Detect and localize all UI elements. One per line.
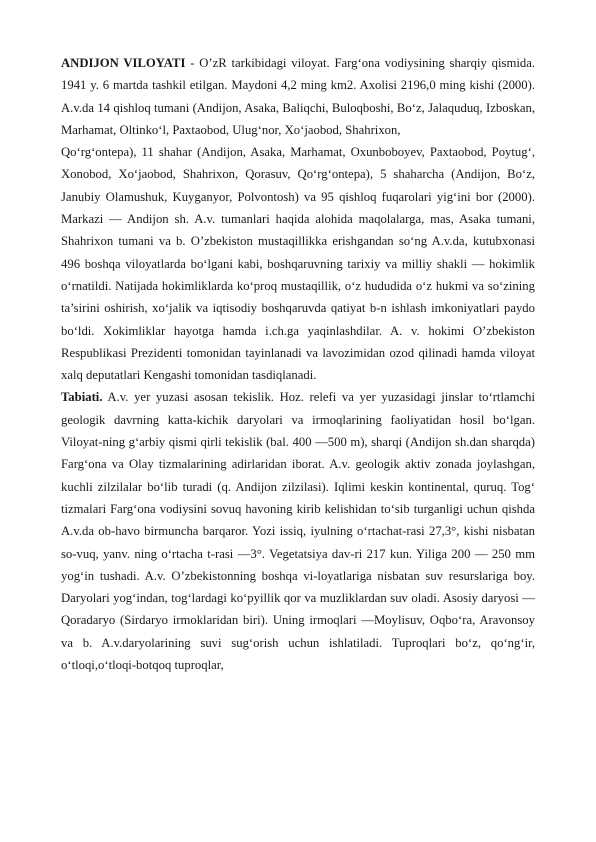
paragraph-heading: Tabiati. — [61, 390, 103, 405]
paragraph-tabiati — [61, 386, 535, 676]
paragraph-heading: ANDIJON VILOYATI — [61, 56, 186, 70]
paragraph-andijon-viloyati — [61, 52, 535, 141]
paragraph-administrative — [61, 141, 535, 386]
paragraph-text: A.v. yer yuzasi asosan tekislik. Hoz. relefi va yer yuzasidagi jinslar to‘rtlamchi geologik davrning katta-kichik daryolari va irmoqlarining faoliyatidan hosil bo‘lgan. Viloyat-ning g‘arbiy qismi qirli tekislik (bal. 400 —500 m), sharqi (Andijon sh.dan sharqda) Farg‘ona va Olay tizmalarining adirlaridan iborat. A.v. geologik aktiv zonada joylashgan, kuchli zilzilalar bo‘lib turadi (q. Andijon zilzilasi). Iqlimi keskin kontinental, quruq. Tog‘ tizmalari Farg‘ona vodiysini sovuq havoning kirib kelishidan to‘sib turganligi uchun qishda A.v.da ob-havo birmuncha barqaror. Yozi issiq, iyulning o‘rtachat-rasi 27,3°, kishi nisbatan so-vuq, yanv. ning o‘rtacha t-rasi —3°. Vegetatsiya dav-ri 217 kun. Yiliga 200 — 250 mm yog‘in tushadi. A.v. O’zbekistonning boshqa vi-loyatlariga nisbatan suv resurslariga boy. Daryolari yog‘indan, tog‘lardagi ko‘pyillik qor va muzliklardan suv oladi. Asosiy daryosi — Qoradaryo (Sirdaryo irmoklaridan biri). Uning irmoqlari —Moylisuv, Oqbo‘ra, Aravonsoy va b. A.v.daryolarining suvi sug‘orish uchun ishlatiladi. Tuproqlari bo‘z, qo‘ng‘ir, o‘tloqi,o‘tloqi-botqoq tuproqlar, — [61, 390, 535, 673]
document-page — [61, 52, 535, 676]
paragraph-text: - O’zR tarkibidagi viloyat. Farg‘ona vodiysining sharqiy qismida. 1941 y. 6 martda tashkil etilgan. Maydoni 4,2 ming km2. Axolisi 2196,0 ming kishi (2000). A.v.da 14 qishloq tumani (Andijon, Asaka, Baliqchi, Buloqboshi, Bo‘z, Jalaquduq, Izboskan, Marhamat, Oltinko‘l, Paxtaobod, Ulug‘nor, Xo‘jaobod, Shahrixon, — [61, 56, 536, 137]
paragraph-text: Qo‘rg‘ontepa), 11 shahar (Andijon, Asaka, Marhamat, Oxunboboyev, Paxtaobod, Poytug‘, Xonobod, Xo‘jaobod, Shahrixon, Qorasuv, Qo‘rg‘ontepa), 5 shaharcha (Andijon, Bo‘z, Janubiy Olamushuk, Kuyganyor, Polvontosh) va 95 qishloq fuqarolari yig‘ini bor (2000). Markazi — Andijon sh. A.v. tumanlari haqida alohida maqolalarga, mas, Asaka tumani, Shahrixon tumani va b. O’zbekiston mustaqillikka erishgandan so‘ng A.v.da, kutubxonasi 496 boshqa viloyatlarda bo‘lgani kabi, boshqaruvning tarixiy va milliy shakli — hokimlik o‘rnatildi. Natijada hokimliklarda ko‘proq mustaqillik, o‘z hududida o‘z hukmi va so‘zining ta’sirini oshirish, xo‘jalik va iqtisodiy boshqaruvda qatiyat b-n ishlash imkoniyatlari paydo bo‘ldi. Xokimliklar hayotga hamda i.ch.ga yaqinlashdilar. A. v. hokimi O’zbekiston Respublikasi Prezidenti tomonidan tayinlanadi va lavozimidan ozod qilinadi hamda viloyat xalq deputatlari Kengashi tomonidan tasdiqlanadi. — [61, 145, 535, 383]
